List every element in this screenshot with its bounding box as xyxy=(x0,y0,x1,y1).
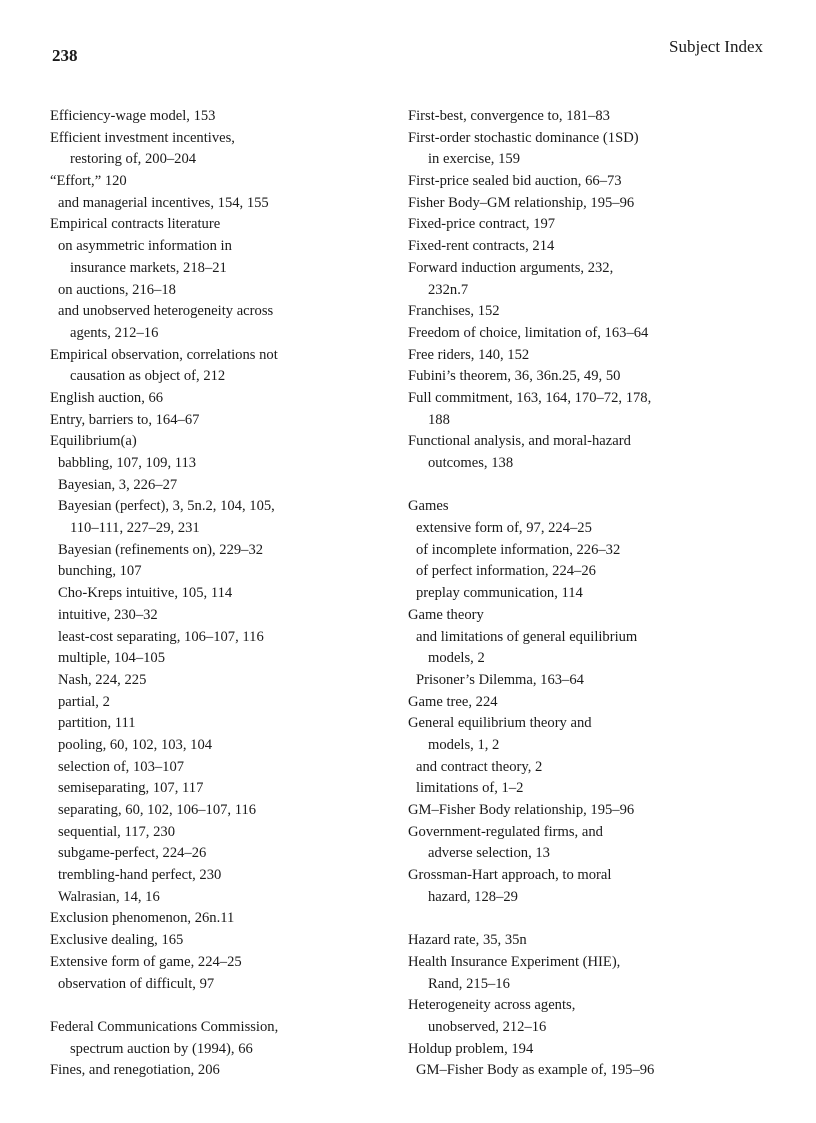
index-entry: GM–Fisher Body relationship, 195–96 xyxy=(408,802,635,818)
index-entry: Empirical observation, correlations not xyxy=(50,346,278,363)
index-subentry: Rand, 215–16 xyxy=(428,975,510,992)
index-subentry: Walrasian, 14, 16 xyxy=(58,888,160,905)
index-entry: Freedom of choice, limitation of, 163–64 xyxy=(408,324,649,341)
index-subentry: observation of difficult, 97 xyxy=(58,975,215,992)
index-entry: Game theory xyxy=(408,606,484,623)
index-entry: General equilibrium theory and xyxy=(408,715,592,732)
index-subentry: of perfect information, 224–26 xyxy=(416,563,596,580)
index-subentry: and unobserved heterogeneity across xyxy=(58,303,274,320)
index-subentry: separating, 60, 102, 106–107, 116 xyxy=(58,802,257,818)
index-subentry: Cho-Kreps intuitive, 105, 114 xyxy=(58,585,233,602)
index-subentry: and managerial incentives, 154, 155 xyxy=(58,194,269,211)
index-entry: Health Insurance Experiment (HIE), xyxy=(408,953,621,970)
index-subentry: GM–Fisher Body as example of, 195–96 xyxy=(416,1062,655,1079)
index-entry: Holdup problem, 194 xyxy=(408,1040,534,1057)
index-entry: Empirical contracts literature xyxy=(50,216,221,233)
index-subentry: outcomes, 138 xyxy=(428,455,514,471)
index-entry: Efficient investment incentives, xyxy=(50,129,235,146)
index-subentry: of incomplete information, 226–32 xyxy=(416,541,621,558)
index-subentry: intuitive, 230–32 xyxy=(58,606,158,623)
index-entry: Entry, barriers to, 164–67 xyxy=(50,411,200,428)
index-entry: Fixed-price contract, 197 xyxy=(408,216,556,233)
index-entry: Games xyxy=(408,498,449,515)
index-subentry: semiseparating, 107, 117 xyxy=(58,780,204,797)
index-entry: English auction, 66 xyxy=(50,389,164,406)
index-entry: Exclusive dealing, 165 xyxy=(50,932,184,949)
index-subentry: babbling, 107, 109, 113 xyxy=(58,455,197,471)
index-entry: Franchises, 152 xyxy=(408,303,500,320)
index-subentry: pooling, 60, 102, 103, 104 xyxy=(58,736,213,753)
index-subentry: models, 2 xyxy=(428,650,485,667)
index-subentry: 232n.7 xyxy=(428,281,469,298)
index-subentry: preplay communication, 114 xyxy=(416,585,583,602)
index-subentry: extensive form of, 97, 224–25 xyxy=(416,520,592,537)
index-entry: Government-regulated firms, and xyxy=(408,823,603,840)
index-entry: Fixed-rent contracts, 214 xyxy=(408,238,555,255)
index-subentry: trembling-hand perfect, 230 xyxy=(58,867,222,884)
index-subentry: adverse selection, 13 xyxy=(428,845,550,862)
index-subentry: insurance markets, 218–21 xyxy=(70,259,227,276)
index-entry: Equilibrium(a) xyxy=(50,433,137,450)
index-entry: Exclusion phenomenon, 26n.11 xyxy=(50,910,235,927)
index-subentry: selection of, 103–107 xyxy=(58,758,185,775)
index-entry: First-price sealed bid auction, 66–73 xyxy=(408,173,622,190)
index-entry: Full commitment, 163, 164, 170–72, 178, xyxy=(408,389,652,406)
index-subentry: on asymmetric information in xyxy=(58,238,232,255)
index-subentry: and limitations of general equilibrium xyxy=(416,628,638,645)
index-entry: First-best, convergence to, 181–83 xyxy=(408,108,610,124)
index-subentry: Bayesian (perfect), 3, 5n.2, 104, 105, xyxy=(58,498,275,515)
index-subentry: restoring of, 200–204 xyxy=(70,151,197,168)
index-entry: Efficiency-wage model, 153 xyxy=(50,108,216,124)
index-entry: Fisher Body–GM relationship, 195–96 xyxy=(408,194,635,211)
index-subentry: limitations of, 1–2 xyxy=(416,780,524,797)
index-subentry: unobserved, 212–16 xyxy=(428,1018,547,1035)
index-subentry: causation as object of, 212 xyxy=(70,368,226,385)
index-subentry: agents, 212–16 xyxy=(70,324,159,341)
index-column-right xyxy=(408,106,778,1082)
index-subentry: models, 1, 2 xyxy=(428,736,500,753)
index-subentry: Nash, 224, 225 xyxy=(58,671,147,688)
index-subentry: Prisoner’s Dilemma, 163–64 xyxy=(416,671,584,688)
index-entry: Free riders, 140, 152 xyxy=(408,346,530,363)
index-entry: Functional analysis, and moral-hazard xyxy=(408,433,631,450)
index-entry: Grossman-Hart approach, to moral xyxy=(408,867,612,884)
index-entry: Fines, and renegotiation, 206 xyxy=(50,1062,220,1079)
index-entry: Game tree, 224 xyxy=(408,693,498,710)
index-subentry: spectrum auction by (1994), 66 xyxy=(70,1040,253,1057)
index-entry: Federal Communications Commission, xyxy=(50,1018,279,1035)
running-head: Subject Index xyxy=(669,37,763,56)
index-subentry: 188 xyxy=(428,411,450,428)
index-column-left xyxy=(50,106,390,1082)
index-subentry: Bayesian, 3, 226–27 xyxy=(58,476,178,493)
index-entry: Fubini’s theorem, 36, 36n.25, 49, 50 xyxy=(408,368,621,385)
index-subentry: on auctions, 216–18 xyxy=(58,281,176,298)
section-gap xyxy=(50,995,390,1017)
index-entry: Hazard rate, 35, 35n xyxy=(408,932,527,949)
index-entry: Extensive form of game, 224–25 xyxy=(50,953,242,970)
index-subentry: 110–111, 227–29, 231 xyxy=(70,520,200,537)
index-subentry: partition, 111 xyxy=(58,715,136,732)
index-subentry: least-cost separating, 106–107, 116 xyxy=(58,628,264,645)
index-subentry: hazard, 128–29 xyxy=(428,888,518,905)
index-entry: Forward induction arguments, 232, xyxy=(408,259,614,276)
section-gap xyxy=(408,908,778,930)
index-subentry: and contract theory, 2 xyxy=(416,758,543,775)
index-subentry: multiple, 104–105 xyxy=(58,650,166,667)
index-subentry: in exercise, 159 xyxy=(428,151,520,168)
index-entry: First-order stochastic dominance (1SD) xyxy=(408,129,639,146)
page-number: 238 xyxy=(52,46,78,65)
index-subentry: bunching, 107 xyxy=(58,563,142,580)
index-entry: “Effort,” 120 xyxy=(50,173,127,190)
index-subentry: subgame-perfect, 224–26 xyxy=(58,845,207,862)
section-gap xyxy=(408,475,778,497)
index-subentry: sequential, 117, 230 xyxy=(58,823,175,840)
index-subentry: Bayesian (refinements on), 229–32 xyxy=(58,541,264,558)
index-subentry: partial, 2 xyxy=(58,693,110,710)
index-entry: Heterogeneity across agents, xyxy=(408,997,576,1014)
